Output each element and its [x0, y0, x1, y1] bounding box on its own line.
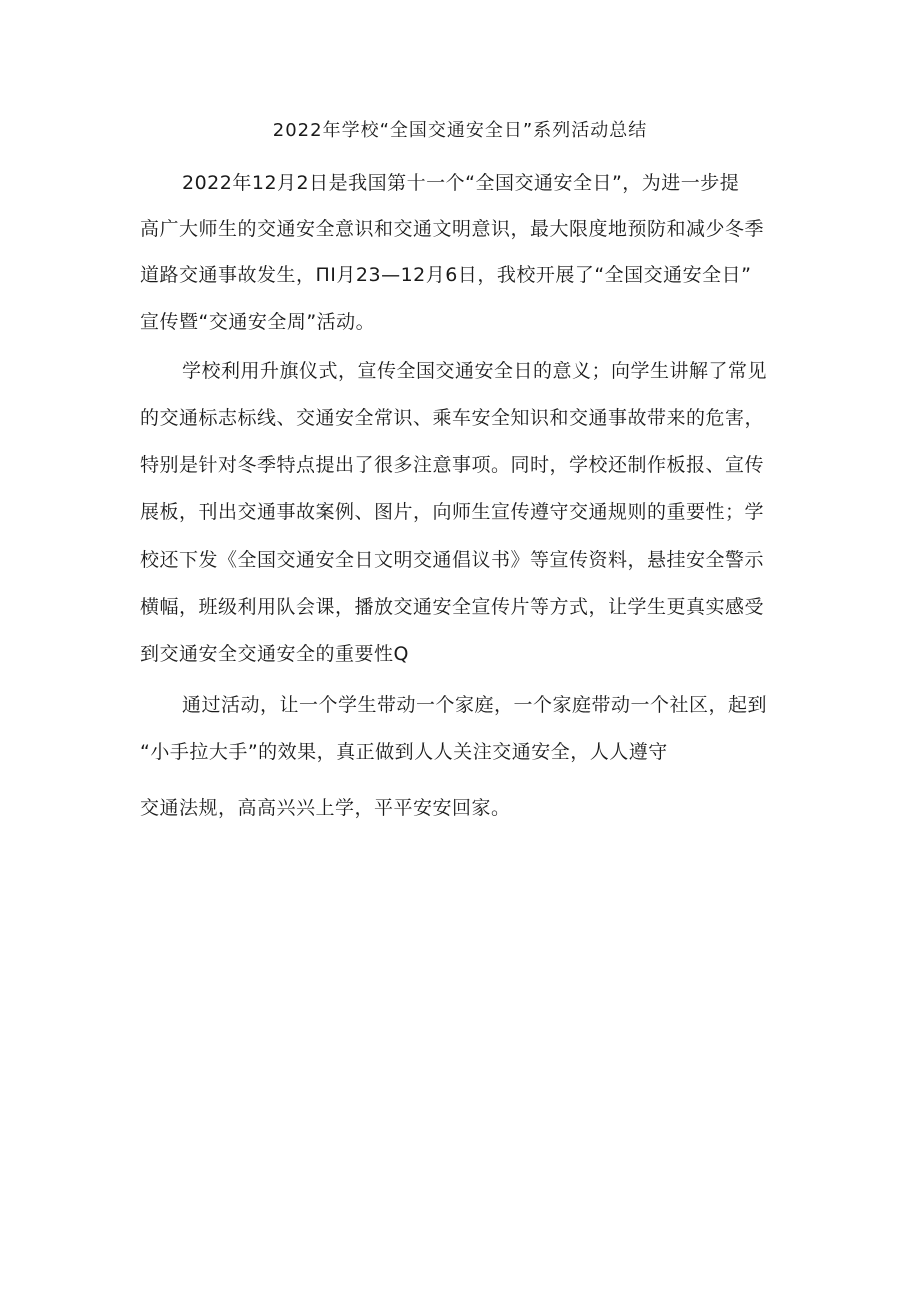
- paragraph-2-line-5: 校还下发《全国交通安全日文明交通倡议书》等宣传资料，悬挂安全警示: [140, 549, 765, 571]
- document-title: 2022年学校“全国交通安全日”系列活动总结: [272, 120, 648, 141]
- paragraph-2-line-6: 横幅，班级利用队会课，播放交通安全宣传片等方式，让学生更真实感受: [140, 596, 765, 618]
- paragraph-1-line-1: 2022年12月2日是我国第十一个“全国交通安全日”，为进一步提: [182, 172, 740, 194]
- paragraph-1-line-2: 高广大师生的交通安全意识和交通文明意识，最大限度地预防和减少冬季: [140, 218, 765, 240]
- paragraph-1-line-4: 宣传暨“交通安全周”活动。: [140, 311, 376, 333]
- paragraph-2-line-1: 学校利用升旗仪式，宣传全国交通安全日的意义；向学生讲解了常见: [182, 360, 768, 382]
- paragraph-2-line-3: 特别是针对冬季特点提出了很多注意事项。同时，学校还制作板报、宣传: [140, 454, 765, 476]
- paragraph-2-line-7: 到交通安全交通安全的重要性Q: [140, 643, 409, 665]
- paragraph-2-line-4: 展板，刊出交通事故案例、图片，向师生宣传遵守交通规则的重要性；学: [140, 501, 765, 523]
- paragraph-3-line-3: 交通法规，高高兴兴上学，平平安安回家。: [140, 797, 511, 819]
- paragraph-1-line-3: 道路交通事故发生，ΠI月23—12月6日，我校开展了“全国交通安全日”: [140, 264, 752, 286]
- paragraph-2-line-2: 的交通标志标线、交通安全常识、乘车安全知识和交通事故带来的危害，: [140, 407, 765, 429]
- paragraph-3-line-2: “小手拉大手”的效果，真正做到人人关注交通安全，人人遵守: [140, 741, 668, 763]
- paragraph-3-line-1: 通过活动，让一个学生带动一个家庭，一个家庭带动一个社区，起到: [182, 694, 768, 716]
